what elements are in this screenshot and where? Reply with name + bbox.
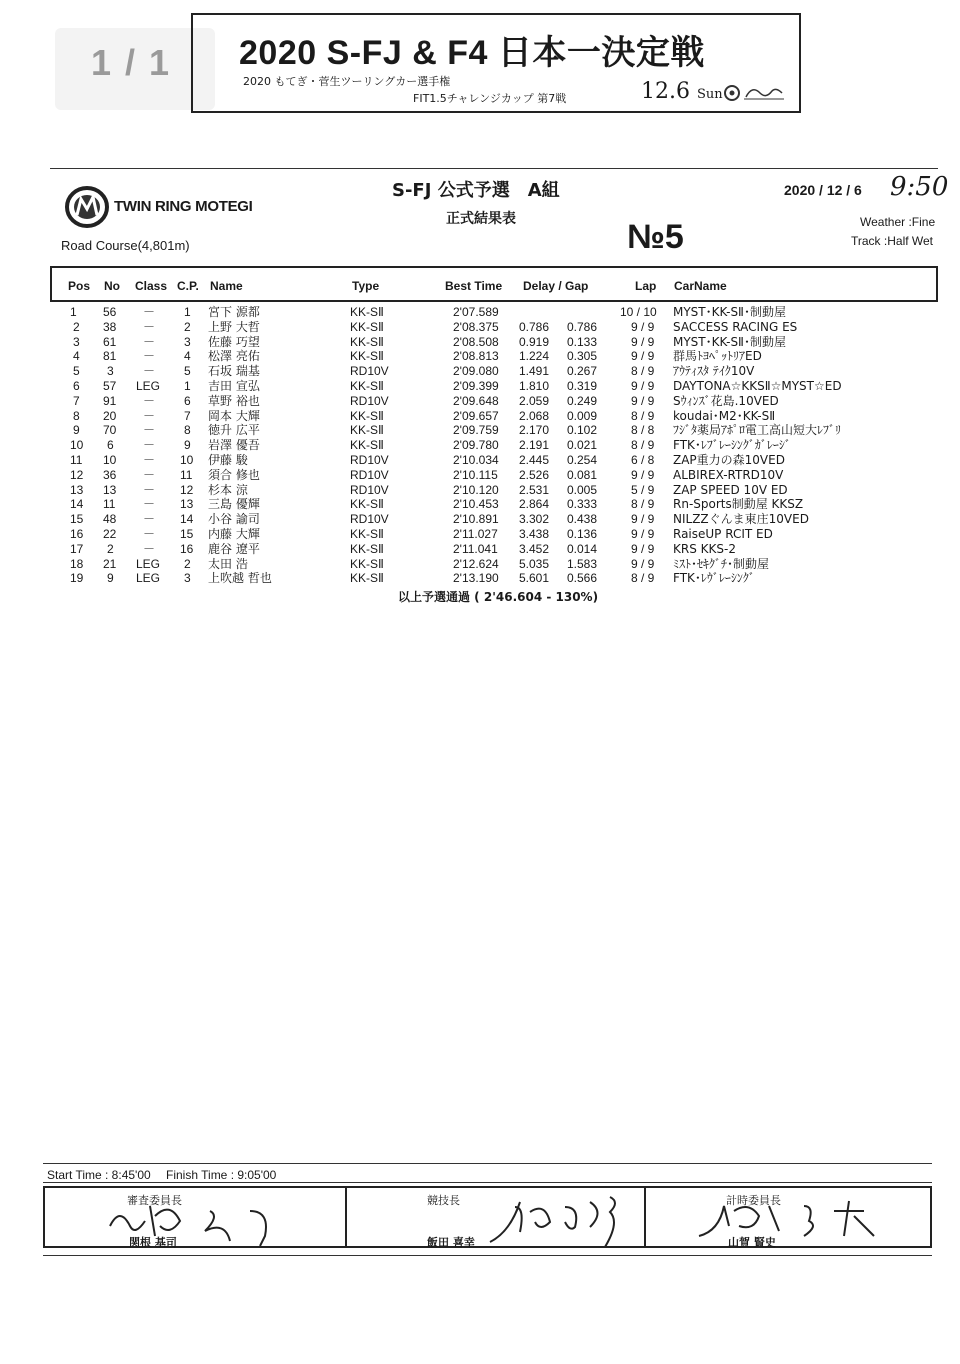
handwritten-signature-icon [694, 1196, 914, 1242]
signature-title: 競技長 [427, 1194, 460, 1207]
handwritten-signature-icon [485, 1192, 645, 1246]
signature-cell-steward [45, 1188, 347, 1249]
table-row: 13 13 － 12 杉本 涼 RD10V 2'10.120 2.531 0.005 5 / 9 ZAP SPEED 10V ED [70, 482, 788, 497]
table-row: 19 9 LEG 3 上吹越 哲也 KK-SⅡ 2'13.190 5.601 0.566 8 / 9 FTK･ﾚｳﾞﾚｰｼﾝｸﾞ [70, 571, 755, 586]
table-row: 12 36 － 11 須合 修也 RD10V 2'10.115 2.526 0.081 9 / 9 ALBIREX-RTRD10V [70, 467, 784, 482]
table-row: 14 11 － 13 三島 優輝 KK-SⅡ 2'10.453 2.864 0.333 8 / 9 Rn-Sports制動屋 KKSZ [70, 497, 804, 512]
table-row: 5 3 － 5 石坂 瑞基 RD10V 2'09.080 1.491 0.267 8 / 9 ｱｳﾃｨｽﾀ ﾃｲｸ10V [73, 364, 755, 379]
col-delay-gap: Delay / Gap [523, 279, 589, 293]
course-info: Road Course(4,801m) [61, 238, 190, 253]
table-row: 4 81 － 4 松澤 亮佑 KK-SⅡ 2'08.813 1.224 0.305 9 / 9 群馬ﾄﾖﾍﾟｯﾄﾘｱED [73, 349, 762, 364]
col-no: No [104, 279, 120, 293]
signature-box [43, 1186, 932, 1248]
qualifying-note: 以上予選通過 ( 2'46.604 - 130%) [398, 590, 599, 604]
track-info: Track :Half Wet [851, 234, 934, 248]
event-date: 12.6 Sun [641, 79, 723, 104]
col-lap: Lap [635, 279, 657, 293]
document-number: №5 [627, 218, 684, 256]
signature-title: 計時委員長 [726, 1194, 781, 1207]
table-row: 8 20 － 7 岡本 大輝 KK-SⅡ 2'09.657 2.068 0.009 8 / 9 koudai･M2･KK-SⅡ [73, 408, 776, 423]
top-rule [50, 168, 938, 169]
venue-brand: TWIN RING MOTEGI [114, 198, 253, 215]
signature-name: 飯田 喜幸 [427, 1236, 475, 1249]
table-row: 2 38 － 2 上野 大哲 KK-SⅡ 2'08.375 0.786 0.786 9 / 9 SACCESS RACING ES [73, 319, 798, 334]
table-row: 7 91 － 6 草野 裕也 RD10V 2'09.648 2.059 0.249 9 / 9 Sｳｨﾝｽﾞ花島.10VED [73, 393, 779, 408]
table-row: 15 48 － 14 小谷 諭司 RD10V 2'10.891 3.302 0.438 9 / 9 NILZZぐんま東庄10VED [70, 512, 809, 527]
session-date: 2020 / 12 / 6 [784, 182, 862, 198]
event-subtitle-2: FIT1.5チャレンジカップ 第7戦 [413, 92, 567, 105]
footer-mid-rule [43, 1182, 932, 1183]
footer-bottom-rule [43, 1255, 932, 1256]
handwritten-time: 9:50 [890, 172, 949, 202]
result-type: 正式結果表 [446, 211, 516, 227]
twin-ring-logo-icon [64, 185, 110, 229]
handwritten-signature-icon [100, 1196, 300, 1246]
col-cp: C.P. [177, 279, 199, 293]
col-best-time: Best Time [445, 279, 503, 293]
table-row: 16 22 － 15 内藤 大輝 KK-SⅡ 2'11.027 3.438 0.136 9 / 9 RaiseUP RCIT ED [70, 527, 773, 541]
table-row: 3 61 － 3 佐藤 巧望 KK-SⅡ 2'08.508 0.919 0.133 9 / 9 MYST･KK-SⅡ･制動屋 [73, 334, 786, 349]
table-row: 11 10 － 10 伊藤 駿 RD10V 2'10.034 2.445 0.254 6 / 8 ZAP重力の森10VED [70, 453, 785, 467]
start-finish-time: Start Time : 8:45'00 Finish Time : 9:05'00 [47, 1168, 277, 1182]
event-title: 2020 S-FJ & F4 日本一決定戦 [239, 34, 705, 72]
table-header [50, 266, 938, 302]
signature-cell-clerk [345, 1188, 646, 1249]
col-class: Class [135, 279, 168, 293]
page-indicator-text: 1 / 1 [91, 42, 172, 83]
session-title: S-FJ 公式予選 A組 [392, 180, 560, 201]
table-row: 9 70 － 8 徳升 広平 KK-SⅡ 2'09.759 2.170 0.102 8 / 8 ﾌｼﾞﾀ薬局ｱﾎﾟﾛ電工高山短大ﾚﾌﾞﾘ [73, 423, 842, 438]
col-carname: CarName [674, 279, 727, 293]
weather-info: Weather :Fine [860, 215, 936, 229]
table-row: 10 6 － 9 岩澤 優吾 KK-SⅡ 2'09.780 2.191 0.021 8 / 9 FTK･ﾚﾌﾞﾚｰｼﾝｸﾞｶﾞﾚｰｼﾞ [70, 438, 791, 453]
table-row: 1 56 － 1 宮下 源都 KK-SⅡ 2'07.589 10 / 10 MYST･KK-SⅡ･制動屋 [70, 305, 786, 319]
table-row: 17 2 － 16 鹿谷 遼平 KK-SⅡ 2'11.041 3.452 0.014 9 / 9 KRS KKS-2 [70, 541, 736, 556]
table-row: 18 21 LEG 2 太田 浩 KK-SⅡ 2'12.624 5.035 1.583 9 / 9 ﾐｽﾄ･ｾｷｸﾞﾁ･制動屋 [70, 556, 770, 571]
signature-name: 山賀 賢史 [728, 1236, 776, 1249]
col-type: Type [352, 279, 380, 293]
sponsor-logos-icon [724, 83, 786, 103]
footer-top-rule [43, 1163, 932, 1164]
table-row: 6 57 LEG 1 吉田 宣弘 KK-SⅡ 2'09.399 1.810 0.319 9 / 9 DAYTONA☆KKSⅡ☆MYST☆ED [73, 379, 842, 393]
col-pos: Pos [68, 279, 91, 293]
col-name: Name [210, 279, 243, 293]
event-banner [191, 13, 801, 113]
signature-name: 関根 基司 [129, 1236, 177, 1249]
event-subtitle-1: 2020 もてぎ・菅生ツーリングカー選手権 [243, 75, 451, 88]
signature-title: 審査委員長 [127, 1194, 182, 1207]
signature-cell-timekeeper [644, 1188, 930, 1249]
